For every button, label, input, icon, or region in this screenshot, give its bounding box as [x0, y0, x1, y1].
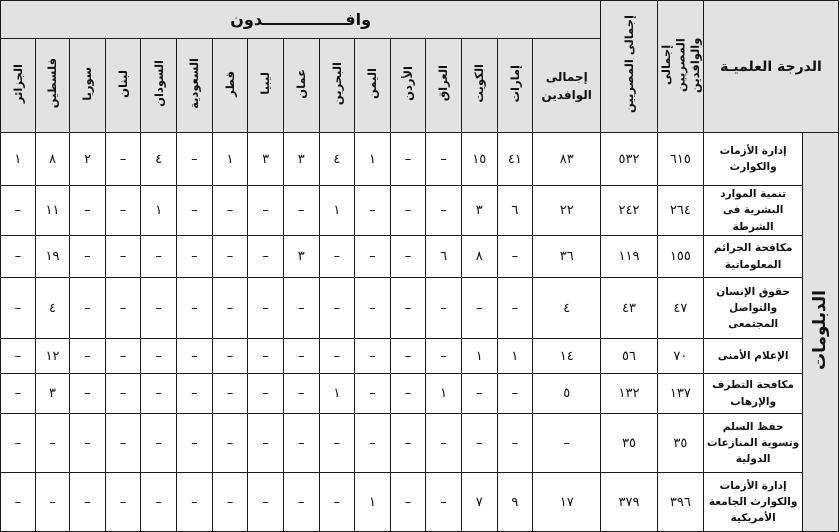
country-cell: –: [141, 473, 177, 532]
country-header: اليمن: [355, 39, 391, 133]
country-cell: –: [177, 278, 213, 339]
table-row: [1, 414, 839, 473]
country-cell: –: [426, 278, 462, 339]
country-cell: ٣: [461, 186, 497, 236]
country-header: السودان: [141, 39, 177, 133]
country-cell: ٩: [497, 473, 533, 532]
total-all-header: إجمالى المصريين والوافدين: [657, 1, 703, 133]
country-cell: –: [70, 414, 106, 473]
country-cell: –: [70, 374, 106, 414]
course-name: تنمية الموارد البشرية فى الشرطة: [703, 186, 803, 236]
country-cell: –: [497, 374, 533, 414]
total-cell: ٣٩٦: [657, 473, 703, 532]
course-name: إدارة الأزمات والكوارث: [703, 133, 803, 186]
country-header: البحرين: [319, 39, 355, 133]
country-cell: –: [319, 278, 355, 339]
foreign-total-cell: –: [533, 414, 601, 473]
country-cell: ٦: [497, 186, 533, 236]
foreign-total-cell: ٣٦: [533, 236, 601, 278]
country-cell: –: [105, 473, 141, 532]
country-cell: –: [248, 278, 284, 339]
country-header: الأردن: [390, 39, 426, 133]
country-cell: ٤١: [497, 133, 533, 186]
country-cell: –: [1, 186, 36, 236]
country-cell: –: [141, 414, 177, 473]
country-cell: –: [390, 186, 426, 236]
total-cell: ١٣٧: [657, 374, 703, 414]
country-cell: ١٩: [35, 236, 70, 278]
country-cell: –: [70, 473, 106, 532]
country-cell: –: [283, 374, 319, 414]
country-cell: ٤: [35, 278, 70, 339]
course-name: مكافحة التطرف والإرهاب: [703, 374, 803, 414]
table-row: [1, 133, 839, 186]
country-cell: ٤: [319, 133, 355, 186]
total-cell: ٦١٥: [657, 133, 703, 186]
country-cell: –: [390, 374, 426, 414]
country-cell: –: [212, 374, 248, 414]
table-row: [1, 339, 839, 374]
country-header: إمارات: [497, 39, 533, 133]
country-cell: –: [248, 339, 284, 374]
foreign-total-cell: ١٧: [533, 473, 601, 532]
country-cell: –: [70, 236, 106, 278]
country-cell: –: [35, 473, 70, 532]
country-cell: –: [212, 278, 248, 339]
country-cell: –: [177, 236, 213, 278]
country-cell: –: [497, 236, 533, 278]
course-name: حقوق الإنسان والتواصل المجتمعى: [703, 278, 803, 339]
country-cell: ١٢: [35, 339, 70, 374]
egyptians-cell: ١١٩: [601, 236, 658, 278]
total-egyptians-header: إجمالى المصريين: [601, 1, 658, 133]
country-cell: –: [105, 339, 141, 374]
country-cell: –: [105, 414, 141, 473]
foreign-total-cell: ١٤: [533, 339, 601, 374]
foreign-total-cell: ٥: [533, 374, 601, 414]
country-cell: –: [212, 414, 248, 473]
foreigners-group-header: وافـــــــــــــــدون: [1, 1, 601, 39]
country-cell: –: [283, 186, 319, 236]
country-cell: –: [212, 339, 248, 374]
country-cell: ٣: [248, 133, 284, 186]
country-cell: –: [390, 278, 426, 339]
country-cell: ١: [355, 473, 391, 532]
category-label: الدبلومات: [803, 133, 839, 532]
country-cell: –: [212, 236, 248, 278]
country-cell: –: [177, 339, 213, 374]
country-cell: –: [1, 236, 36, 278]
table-row: [1, 186, 839, 236]
country-cell: –: [461, 414, 497, 473]
country-header: الكويت: [461, 39, 497, 133]
country-cell: ١: [319, 186, 355, 236]
course-name: الإعلام الأمنى: [703, 339, 803, 374]
table-row: [1, 374, 839, 414]
country-header: لبنان: [105, 39, 141, 133]
total-cell: ١٥٥: [657, 236, 703, 278]
country-cell: –: [105, 133, 141, 186]
country-cell: –: [141, 236, 177, 278]
total-foreign-header: إجمالى الوافدين: [533, 39, 601, 133]
table-row: [1, 473, 839, 532]
country-cell: –: [319, 414, 355, 473]
course-name: إدارة الأزمات والكوارث الجامعة الأمريكية: [703, 473, 803, 532]
country-cell: –: [105, 236, 141, 278]
foreign-total-cell: ٨٣: [533, 133, 601, 186]
country-cell: –: [248, 414, 284, 473]
country-cell: –: [283, 414, 319, 473]
total-cell: ٢٦٤: [657, 186, 703, 236]
country-header: قطر: [212, 39, 248, 133]
country-cell: ٣: [35, 374, 70, 414]
country-cell: –: [1, 414, 36, 473]
country-cell: –: [248, 186, 284, 236]
country-cell: ١: [355, 133, 391, 186]
country-cell: –: [426, 473, 462, 532]
country-cell: –: [177, 374, 213, 414]
country-cell: –: [141, 339, 177, 374]
country-cell: ٣: [283, 236, 319, 278]
country-cell: –: [177, 186, 213, 236]
country-header: فلسطين: [35, 39, 70, 133]
country-cell: ١: [426, 374, 462, 414]
degree-header: الدرجة العلميـة: [703, 1, 838, 133]
country-cell: ١٥: [461, 133, 497, 186]
egyptians-cell: ٢٤٢: [601, 186, 658, 236]
country-cell: ١١: [35, 186, 70, 236]
country-header: عمان: [283, 39, 319, 133]
country-cell: ١: [1, 133, 36, 186]
country-cell: –: [355, 414, 391, 473]
country-cell: –: [177, 414, 213, 473]
country-cell: ١: [319, 374, 355, 414]
country-cell: –: [319, 473, 355, 532]
total-cell: ٤٧: [657, 278, 703, 339]
country-cell: –: [355, 339, 391, 374]
egyptians-cell: ١٣٢: [601, 374, 658, 414]
table-row: [1, 278, 839, 339]
country-cell: –: [355, 236, 391, 278]
egyptians-cell: ٣٧٩: [601, 473, 658, 532]
country-cell: –: [1, 339, 36, 374]
country-cell: –: [461, 278, 497, 339]
country-cell: –: [1, 278, 36, 339]
country-cell: –: [105, 374, 141, 414]
egyptians-cell: ٥٣٢: [601, 133, 658, 186]
country-cell: –: [355, 186, 391, 236]
country-cell: –: [1, 374, 36, 414]
country-header: العراق: [426, 39, 462, 133]
country-cell: –: [283, 278, 319, 339]
country-header: سوريا: [70, 39, 106, 133]
country-cell: –: [35, 414, 70, 473]
country-cell: –: [390, 133, 426, 186]
course-name: مكافحة الجرائم المعلوماتية: [703, 236, 803, 278]
country-cell: –: [1, 473, 36, 532]
country-cell: –: [141, 374, 177, 414]
header-row-top: [1, 1, 839, 39]
country-cell: –: [390, 414, 426, 473]
egyptians-cell: ٥٦: [601, 339, 658, 374]
country-cell: ٧: [461, 473, 497, 532]
country-cell: –: [70, 186, 106, 236]
country-cell: –: [248, 374, 284, 414]
course-name: حفظ السلم وتسوية المنازعات الدولية: [703, 414, 803, 473]
country-cell: ١: [461, 339, 497, 374]
country-cell: –: [283, 339, 319, 374]
foreign-total-cell: ٢٢: [533, 186, 601, 236]
country-cell: –: [390, 236, 426, 278]
country-cell: ٨: [461, 236, 497, 278]
country-cell: ٣: [283, 133, 319, 186]
country-cell: –: [248, 236, 284, 278]
country-cell: ١: [212, 133, 248, 186]
total-cell: ٧٠: [657, 339, 703, 374]
country-cell: –: [248, 473, 284, 532]
country-cell: ١: [497, 339, 533, 374]
country-header: السعودية: [177, 39, 213, 133]
country-cell: –: [70, 339, 106, 374]
country-cell: –: [426, 339, 462, 374]
country-cell: –: [355, 278, 391, 339]
country-cell: –: [426, 414, 462, 473]
country-cell: –: [105, 278, 141, 339]
country-header: ليبيا: [248, 39, 284, 133]
country-cell: –: [319, 339, 355, 374]
foreign-total-cell: ٤: [533, 278, 601, 339]
country-cell: –: [497, 414, 533, 473]
country-cell: –: [177, 133, 213, 186]
country-cell: –: [105, 186, 141, 236]
table-body: [1, 133, 839, 532]
country-cell: –: [283, 473, 319, 532]
country-cell: –: [355, 374, 391, 414]
table-row: [1, 236, 839, 278]
country-cell: –: [390, 339, 426, 374]
country-cell: –: [70, 278, 106, 339]
total-cell: ٣٥: [657, 414, 703, 473]
country-cell: –: [212, 473, 248, 532]
country-cell: –: [461, 374, 497, 414]
egyptians-cell: ٤٣: [601, 278, 658, 339]
country-cell: ٨: [35, 133, 70, 186]
country-cell: ١: [141, 186, 177, 236]
country-cell: –: [426, 133, 462, 186]
country-cell: –: [177, 473, 213, 532]
country-cell: ٤: [141, 133, 177, 186]
country-cell: –: [212, 186, 248, 236]
country-cell: ٢: [70, 133, 106, 186]
country-cell: –: [390, 473, 426, 532]
country-cell: –: [141, 278, 177, 339]
country-cell: –: [426, 186, 462, 236]
egyptians-cell: ٣٥: [601, 414, 658, 473]
country-header: الجزائر: [1, 39, 36, 133]
country-cell: –: [497, 278, 533, 339]
country-cell: ٦: [426, 236, 462, 278]
country-cell: –: [319, 236, 355, 278]
